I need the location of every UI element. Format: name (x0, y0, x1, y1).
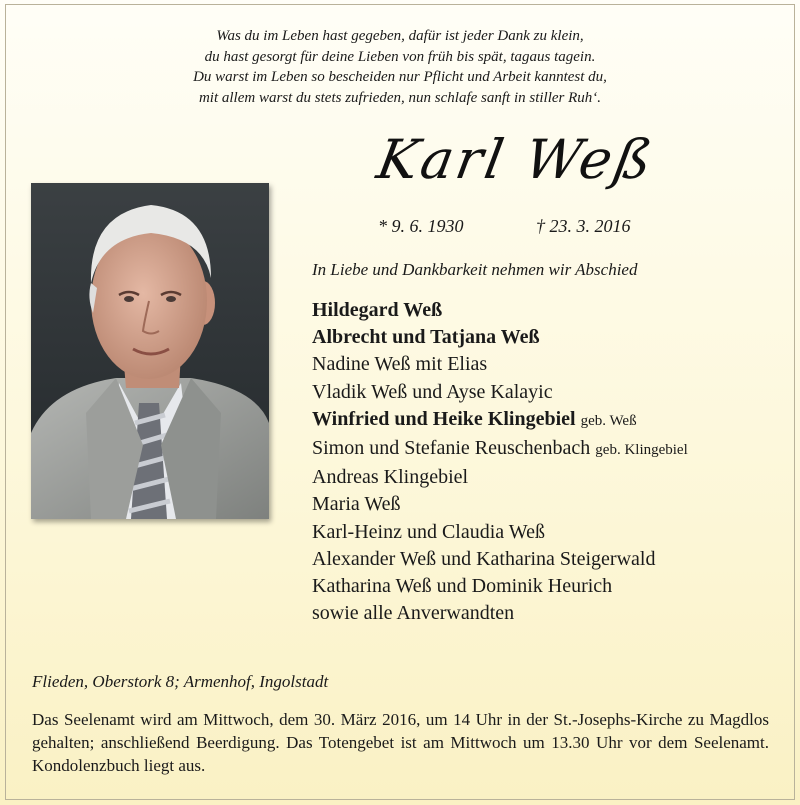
mourner-entry (312, 546, 688, 573)
mourner-name: Albrecht und Tatjana Weß (312, 326, 540, 349)
funeral-notice: Das Seelenamt wird am Mittwoch, dem 30. März 2016, um 14 Uhr in der St.-Josephs-Kirche zu Magdlos gehalten; anschließend Beerdigung. Das Totengebet ist am Mittwoch um 13.30 Uhr vor dem Seelenamt. Kondolenzbuch liegt aus. (32, 710, 769, 775)
memorial-poem (0, 26, 800, 108)
poem-line: du hast gesorgt für deine Lieben von früh bis spät, tagaus tagein. (204, 48, 596, 65)
mourner-name: Vladik Weß und Ayse Kalayic (312, 380, 553, 403)
deceased-name: Karl Weß (372, 128, 660, 191)
mourner-name: Alexander Weß und Katharina Steigerwald (312, 547, 656, 570)
mourner-entry (312, 379, 688, 406)
poem-line: Du warst im Leben so bescheiden nur Pflicht und Arbeit kanntest du, (193, 69, 607, 85)
mourner-name: Winfried und Heike Klingebiel (312, 407, 576, 430)
mourner-entry (312, 600, 688, 627)
mourner-name: sowie alle Anverwandten (312, 602, 515, 625)
mourner-entry (312, 464, 688, 491)
mourner-name: Karl-Heinz und Claudia Weß (312, 520, 545, 543)
poem-line: Was du im Leben hast gegeben, dafür ist jeder Dank zu klein, (216, 28, 584, 44)
mourner-name: Nadine Weß mit Elias (312, 353, 488, 376)
mourner-name: Maria Weß (312, 493, 401, 516)
family-location: Flieden, Oberstork 8; Armenhof, Ingolstadt (32, 672, 329, 691)
mourner-entry (312, 351, 688, 378)
mourner-entry (312, 435, 688, 464)
mourner-entry (312, 297, 688, 324)
mourner-entry (312, 573, 688, 600)
maiden-name-note: geb. Weß (580, 412, 637, 429)
mourner-name: Simon und Stefanie Reuschenbach (312, 437, 591, 460)
birth-date: * 9. 6. 1930 (378, 216, 464, 236)
mourners-list (312, 297, 688, 627)
portrait-photo (31, 183, 269, 519)
maiden-name-note: geb. Klingebiel (595, 442, 688, 459)
portrait-image (31, 183, 269, 519)
mourner-entry (312, 519, 688, 546)
mourner-name: Hildegard Weß (312, 299, 443, 321)
farewell-intro: In Liebe und Dankbarkeit nehmen wir Abschied (312, 260, 638, 279)
mourner-entry (312, 491, 688, 518)
mourner-entry (312, 406, 688, 435)
poem-line: mit allem warst du stets zufrieden, nun schlafe sanft in stiller Ruh‘. (198, 89, 602, 106)
mourner-entry (312, 324, 688, 351)
death-date: † 23. 3. 2016 (536, 216, 631, 236)
mourner-name: Andreas Klingebiel (312, 466, 469, 489)
mourner-name: Katharina Weß und Dominik Heurich (312, 575, 613, 598)
